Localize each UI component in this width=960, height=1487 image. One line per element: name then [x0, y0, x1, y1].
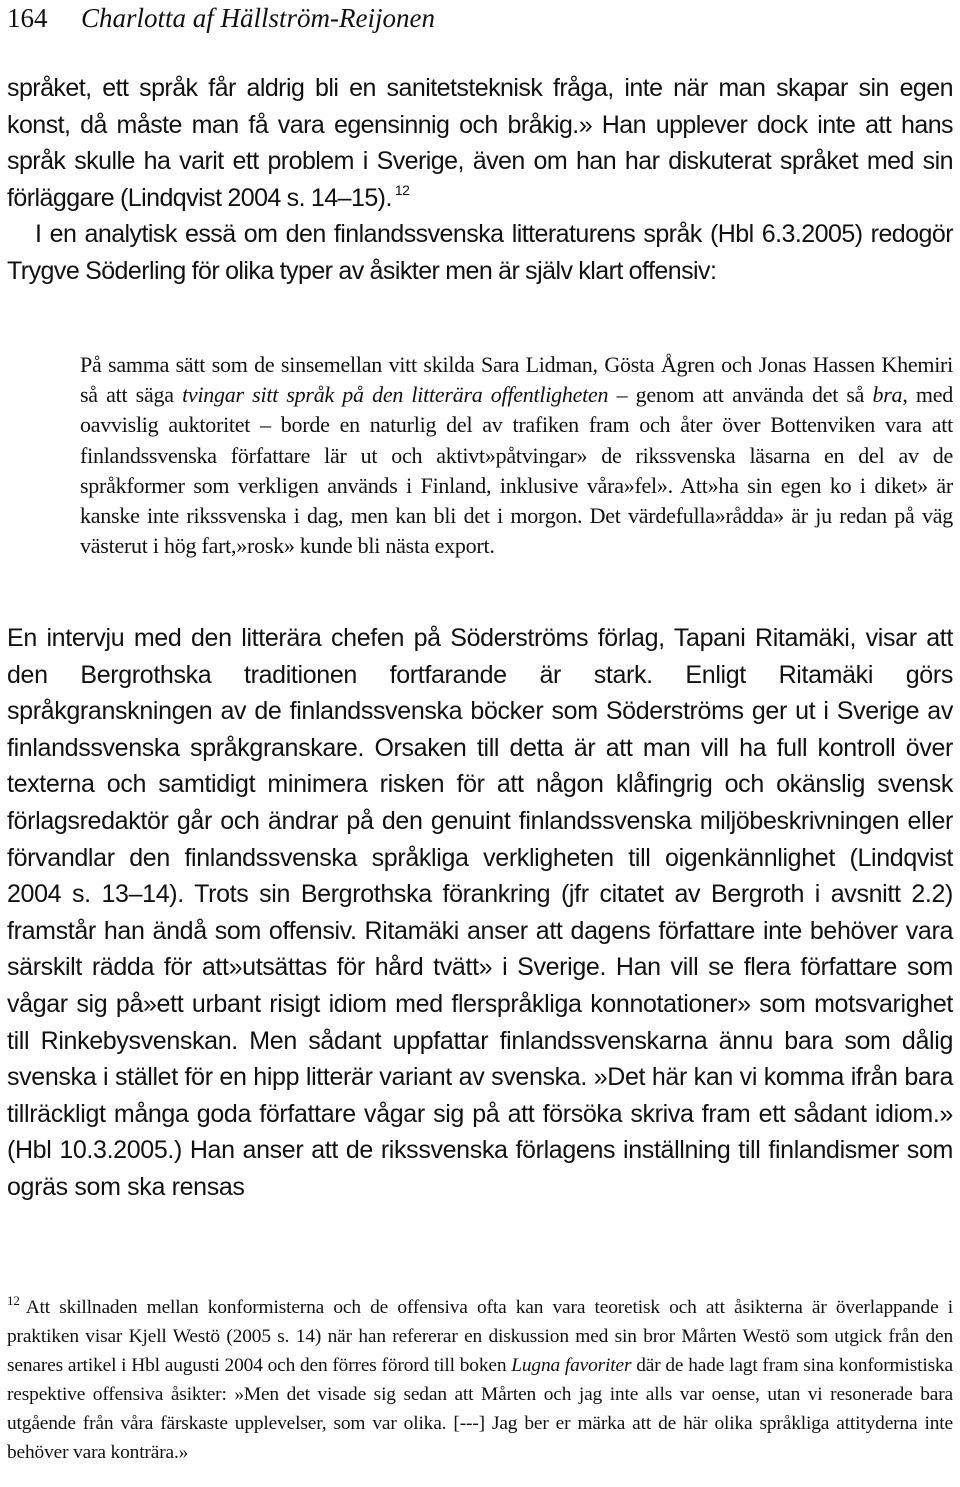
footnote-reference: 12: [394, 181, 410, 198]
paragraph-1-text-a-content: språket, ett språk får aldrig bli en sanitetsteknisk fråga, inte när man skapar sin egen konst, då måste man få vara egensinnig och bråkig.» Han upplever dock inte att hans språk skulle ha varit ett problem i Sverige, även om han har diskuterat språket med sin förläggare (Lindqvist 2004 s. 14–15).: [7, 74, 953, 212]
paragraph-1-text-a: [7, 70, 953, 216]
block-quote-seg-2: tvingar sitt språk på den litterära offentligheten: [182, 382, 609, 408]
footnote: [7, 1293, 953, 1467]
block-quote-seg-5: , med oavvislig auktoritet – borde en naturlig del av trafiken fram och åter över Bottenviken vara att finlandssvenska författare lär ut och aktivt»påtvingar» de rikssvenska läsarna en del av de språkformer som verkligen används i Finland, inklusive våra»fel». Att»ha sin egen ko i diket» är kanske inte rikssvenska i dag, men kan bli det i morgon. Det värdefulla»rådda» är ju redan på väg västerut i hög fart,»rosk» kunde bli nästa export.: [80, 382, 953, 559]
block-quote-seg-1: På samma sätt som de sinsemellan vitt skilda Sara Lidman, Gösta Ågren och Jonas Hassen Khemiri så att säga: [80, 352, 953, 408]
paragraph-1-text-b: I en analytisk essä om den finlandssvenska litteraturens språk (Hbl 6.3.2005) redogör Trygve Söderling för olika typer av åsikter men är själv klart offensiv:: [7, 220, 953, 285]
page-header: [7, 2, 435, 34]
footnote-seg-2: Lugna favoriter: [511, 1355, 632, 1376]
block-quote-seg-3: – genom att använda det så: [608, 382, 873, 408]
block-quote: [80, 350, 953, 561]
page-number: 164: [7, 3, 48, 33]
footnote-number: 12: [7, 1293, 20, 1308]
running-head: Charlotta af Hällström-Reijonen: [81, 3, 435, 33]
body-paragraph-2: En intervju med den litterära chefen på Söderströms förlag, Tapani Ritamäki, visar att den Bergrothska traditionen fortfarande är stark. Enligt Ritamäki görs språkgranskningen av de finlandssvenska böcker som Söderströms ger ut i Sverige av finlandssvenska språkgranskare. Orsaken till detta är att man vill ha full kontroll över texterna och samtidigt minimera risken för att någon klåfingrig och okänslig svensk förlagsredaktör går och ändrar på den genuint finlandssvenska miljöbeskrivningen eller förvandlar den finlandssvenska språkliga verkligheten till oigenkännlighet (Lindqvist 2004 s. 13–14). Trots sin Bergrothska förankring (jfr citatet av Bergroth i avsnitt 2.2) framstår han ändå som offensiv. Ritamäki anser att dagens författare inte behöver vara särskilt rädda för att»utsättas för hård tvätt» i Sverige. Han vill se flera författare som vågar sig på»ett urbant risigt idiom med flerspråkliga konnotationer» som motsvarighet till Rinkebysvenskan. Men sådant uppfattar finlandssvenskarna ännu bara som dålig svenska i stället för en hipp litterär variant av svenska. »Det här kan vi komma ifrån bara tillräckligt många goda författare vågar sig på att försöka skriva fram ett sådant idiom.» (Hbl 10.3.2005.) Han anser att de rikssvenska förlagens inställning till finlandismer som ogräs som ska rensas: [7, 624, 953, 1201]
body-paragraph-1: [7, 70, 953, 290]
footnote-seg-1: Att skillnaden mellan konformisterna och de offensiva ofta kan vara teoretisk och att åsikterna är överlappande i praktiken visar Kjell Westö (2005 s. 14) när han refererar en diskussion med sin bror Mårten Westö som utgick från den senares artikel i Hbl augusti 2004 och den förres förord till boken: [7, 1297, 953, 1376]
block-quote-seg-4: bra: [872, 382, 903, 408]
footnote-seg-3: där de hade lagt fram sina konformistiska respektive offensiva åsikter: »Men det visade sig sedan att Mårten och jag inte alls var oense, utan vi resonerade bara utgående från våra färskaste upplevelser, som var olika. [---] Jag ber er märka att de här olika språkliga attityderna inte behöver vara konträra.»: [7, 1355, 953, 1463]
